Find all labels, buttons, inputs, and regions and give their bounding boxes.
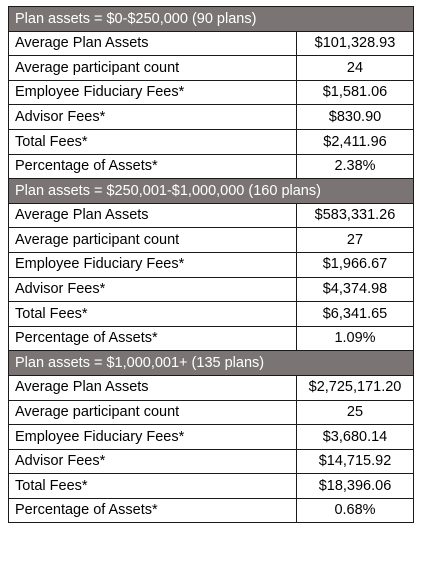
table-row (9, 80, 414, 105)
table-row (9, 228, 414, 253)
section-header: Plan assets = $250,001-$1,000,000 (160 plans) (9, 179, 414, 204)
row-value: $1,966.67 (297, 252, 414, 277)
row-label: Average participant count (9, 228, 297, 253)
table-row (9, 252, 414, 277)
table-row (9, 129, 414, 154)
table-row (9, 277, 414, 302)
table-row (9, 302, 414, 327)
table-row (9, 400, 414, 425)
row-value: $18,396.06 (297, 474, 414, 499)
row-value: $583,331.26 (297, 203, 414, 228)
row-value: $1,581.06 (297, 80, 414, 105)
row-value: 24 (297, 56, 414, 81)
row-label: Employee Fiduciary Fees* (9, 80, 297, 105)
row-label: Percentage of Assets* (9, 326, 297, 351)
row-label: Average Plan Assets (9, 31, 297, 56)
table-row (9, 449, 414, 474)
row-value: 27 (297, 228, 414, 253)
section-header: Plan assets = $0-$250,000 (90 plans) (9, 7, 414, 32)
row-label: Average participant count (9, 400, 297, 425)
section-header-row (9, 351, 414, 376)
section-header: Plan assets = $1,000,001+ (135 plans) (9, 351, 414, 376)
table-row (9, 498, 414, 523)
row-value: $2,411.96 (297, 129, 414, 154)
table-row (9, 203, 414, 228)
row-value: $2,725,171.20 (297, 375, 414, 400)
row-label: Percentage of Assets* (9, 154, 297, 179)
row-label: Advisor Fees* (9, 449, 297, 474)
row-value: $830.90 (297, 105, 414, 130)
row-label: Employee Fiduciary Fees* (9, 425, 297, 450)
section-header-row (9, 7, 414, 32)
row-value: $4,374.98 (297, 277, 414, 302)
table-row (9, 31, 414, 56)
row-label: Total Fees* (9, 302, 297, 327)
plan-fees-table-body (9, 7, 414, 523)
row-value: 25 (297, 400, 414, 425)
row-label: Average participant count (9, 56, 297, 81)
table-row (9, 326, 414, 351)
row-label: Total Fees* (9, 474, 297, 499)
row-label: Average Plan Assets (9, 203, 297, 228)
table-row (9, 474, 414, 499)
row-value: $101,328.93 (297, 31, 414, 56)
row-value: 0.68% (297, 498, 414, 523)
table-row (9, 56, 414, 81)
row-label: Percentage of Assets* (9, 498, 297, 523)
row-value: 2.38% (297, 154, 414, 179)
row-value: $6,341.65 (297, 302, 414, 327)
row-label: Advisor Fees* (9, 105, 297, 130)
row-label: Total Fees* (9, 129, 297, 154)
row-label: Average Plan Assets (9, 375, 297, 400)
table-row (9, 105, 414, 130)
row-label: Advisor Fees* (9, 277, 297, 302)
table-row (9, 425, 414, 450)
row-value: $14,715.92 (297, 449, 414, 474)
table-row (9, 375, 414, 400)
plan-fees-table (8, 6, 414, 523)
row-value: 1.09% (297, 326, 414, 351)
section-header-row (9, 179, 414, 204)
row-value: $3,680.14 (297, 425, 414, 450)
table-row (9, 154, 414, 179)
row-label: Employee Fiduciary Fees* (9, 252, 297, 277)
